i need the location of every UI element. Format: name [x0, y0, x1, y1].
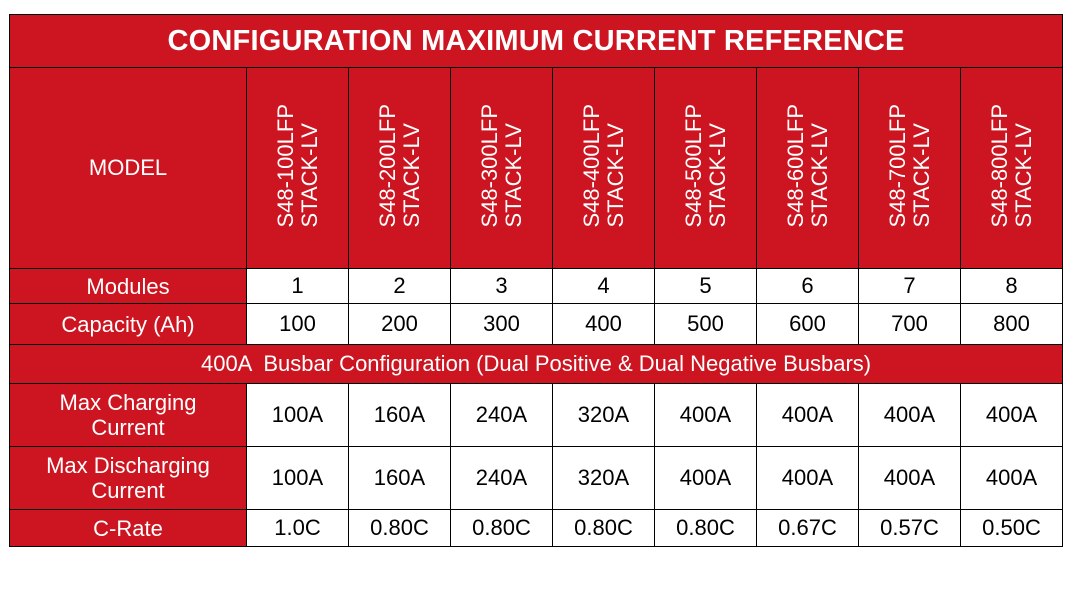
c-rate-label: C-Rate [10, 510, 247, 547]
capacity-cell: 700 [859, 304, 961, 345]
current-reference-table [9, 14, 1063, 547]
max-discharging-cell: 400A [859, 447, 961, 510]
capacity-row [10, 304, 1063, 345]
max-discharging-cell: 400A [655, 447, 757, 510]
model-header-8 [961, 68, 1063, 269]
max-charging-cell: 400A [757, 384, 859, 447]
c-rate-row [10, 510, 1063, 547]
capacity-cell: 800 [961, 304, 1063, 345]
capacity-cell: 400 [553, 304, 655, 345]
c-rate-cell: 0.80C [553, 510, 655, 547]
modules-cell: 7 [859, 269, 961, 304]
max-discharging-cell: 400A [757, 447, 859, 510]
model-header-2 [349, 68, 451, 269]
busbar-section-heading: 400A Busbar Configuration (Dual Positive & Dual Negative Busbars) [10, 345, 1063, 384]
model-name: S48-100LFP [272, 103, 298, 228]
model-series: STACK-LV [602, 122, 628, 228]
label-line: Current [91, 478, 165, 503]
modules-label: Modules [10, 269, 247, 304]
modules-cell: 8 [961, 269, 1063, 304]
modules-cell: 2 [349, 269, 451, 304]
model-header-3 [451, 68, 553, 269]
section-row [10, 345, 1063, 384]
model-series: STACK-LV [704, 122, 730, 228]
model-name: S48-200LFP [374, 103, 400, 228]
max-charging-label [10, 384, 247, 447]
model-header-4 [553, 68, 655, 269]
label-line: Max Discharging [46, 453, 210, 478]
model-name: S48-700LFP [884, 103, 910, 228]
label-line: Max Charging [59, 390, 197, 415]
model-name: S48-800LFP [986, 103, 1012, 228]
max-discharging-label [10, 447, 247, 510]
modules-cell: 5 [655, 269, 757, 304]
max-discharging-cell: 400A [961, 447, 1063, 510]
model-label: MODEL [10, 68, 247, 269]
modules-cell: 1 [247, 269, 349, 304]
model-series: STACK-LV [1010, 122, 1036, 228]
max-discharging-row [10, 447, 1063, 510]
max-charging-cell: 240A [451, 384, 553, 447]
modules-cell: 4 [553, 269, 655, 304]
c-rate-cell: 0.67C [757, 510, 859, 547]
model-header-7 [859, 68, 961, 269]
model-name: S48-300LFP [476, 103, 502, 228]
model-series: STACK-LV [806, 122, 832, 228]
capacity-label: Capacity (Ah) [10, 304, 247, 345]
c-rate-cell: 0.80C [349, 510, 451, 547]
model-series: STACK-LV [500, 122, 526, 228]
model-series: STACK-LV [398, 122, 424, 228]
modules-cell: 6 [757, 269, 859, 304]
max-discharging-cell: 320A [553, 447, 655, 510]
table-title: CONFIGURATION MAXIMUM CURRENT REFERENCE [10, 15, 1063, 68]
max-discharging-cell: 160A [349, 447, 451, 510]
model-series: STACK-LV [296, 122, 322, 228]
model-series: STACK-LV [908, 122, 934, 228]
max-charging-cell: 400A [655, 384, 757, 447]
c-rate-cell: 0.80C [451, 510, 553, 547]
capacity-cell: 100 [247, 304, 349, 345]
max-charging-cell: 320A [553, 384, 655, 447]
max-charging-cell: 100A [247, 384, 349, 447]
max-charging-cell: 160A [349, 384, 451, 447]
capacity-cell: 300 [451, 304, 553, 345]
model-header-5 [655, 68, 757, 269]
max-charging-row [10, 384, 1063, 447]
max-charging-cell: 400A [961, 384, 1063, 447]
capacity-cell: 600 [757, 304, 859, 345]
model-name: S48-600LFP [782, 103, 808, 228]
model-row [10, 68, 1063, 269]
model-name: S48-500LFP [680, 103, 706, 228]
c-rate-cell: 0.80C [655, 510, 757, 547]
model-header-1 [247, 68, 349, 269]
modules-row [10, 269, 1063, 304]
max-discharging-cell: 240A [451, 447, 553, 510]
capacity-cell: 500 [655, 304, 757, 345]
capacity-cell: 200 [349, 304, 451, 345]
modules-cell: 3 [451, 269, 553, 304]
model-header-6 [757, 68, 859, 269]
c-rate-cell: 0.50C [961, 510, 1063, 547]
label-line: Current [91, 415, 165, 440]
model-name: S48-400LFP [578, 103, 604, 228]
max-discharging-cell: 100A [247, 447, 349, 510]
max-charging-cell: 400A [859, 384, 961, 447]
c-rate-cell: 1.0C [247, 510, 349, 547]
reference-table-container [9, 14, 1063, 547]
c-rate-cell: 0.57C [859, 510, 961, 547]
